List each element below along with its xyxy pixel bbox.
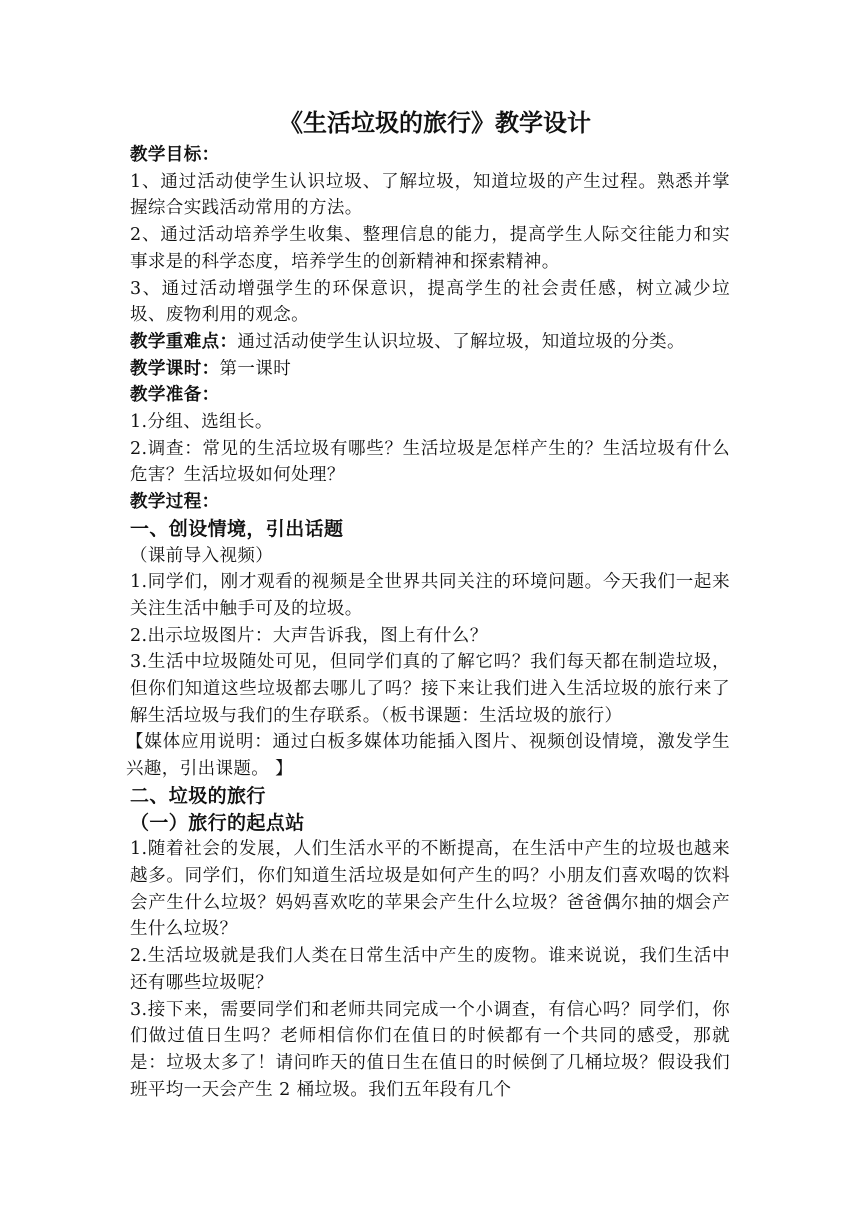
paragraph: 2.出示垃圾图片：大声告诉我，图上有什么？	[130, 625, 488, 646]
section-note: （课前导入视频）	[130, 545, 274, 566]
key-points	[130, 329, 730, 356]
document-page	[126, 104, 730, 1103]
key-points-text: 通过活动使学生认识垃圾、了解垃圾，知道垃圾的分类。	[237, 331, 685, 352]
goal-item: 1、通过活动使学生认识垃圾、了解垃圾，知道垃圾的产生过程。熟悉并掌握综合实践活动常用的方法。	[130, 171, 730, 219]
paragraph: 1.同学们，刚才观看的视频是全世界共同关注的环境问题。今天我们一起来关注生活中触手可及的垃圾。	[130, 572, 730, 619]
process-heading: 教学过程：	[130, 492, 220, 513]
class-hours-label: 教学课时：	[130, 358, 220, 379]
key-points-label: 教学重难点：	[130, 331, 238, 352]
section-heading: 一、创设情境，引出话题	[130, 517, 344, 540]
media-note: 【媒体应用说明：通过白板多媒体功能插入图片、视频创设情境，激发学生兴趣，引出课题。 】	[126, 732, 730, 780]
prep-item: 1.分组、选组长。	[130, 412, 273, 433]
class-hours-text: 第一课时	[219, 358, 292, 379]
subsection-heading: （一）旅行的起点站	[130, 811, 305, 834]
paragraph: 2.生活垃圾就是我们人类在日常生活中产生的废物。谁来说说，我们生活中还有哪些垃圾呢？	[130, 946, 730, 993]
section-heading: 二、垃圾的旅行	[130, 784, 266, 807]
prep-heading: 教学准备：	[130, 385, 220, 406]
document-title: 《生活垃圾的旅行》教学设计	[279, 109, 591, 137]
goal-item: 2、通过活动培养学生收集、整理信息的能力，提高学生人际交往能力和实事求是的科学态度，培养学生的创新精神和探索精神。	[130, 225, 730, 272]
prep-item: 2.调查：常见的生活垃圾有哪些？生活垃圾是怎样产生的？生活垃圾有什么危害？生活垃圾如何处理？	[130, 438, 730, 486]
paragraph: 1.随着社会的发展，人们生活水平的不断提高，在生活中产生的垃圾也越来越多。同学们，你们知道生活垃圾是如何产生的吗？小朋友们喜欢喝的饮料会产生什么垃圾？妈妈喜欢吃的苹果会产生什么垃圾？爸爸偶尔抽的烟会产生什么垃圾？	[130, 839, 730, 940]
class-hours	[130, 356, 730, 383]
goals-heading: 教学目标：	[130, 145, 220, 165]
paragraph: 3.生活中垃圾随处可见，但同学们真的了解它吗？我们每天都在制造垃圾，但你们知道这些垃圾都去哪儿了吗？接下来让我们进入生活垃圾的旅行来了解生活垃圾与我们的生存联系。（板书课题：生活垃圾的旅行）	[130, 652, 730, 726]
goal-item: 3、通过活动增强学生的环保意识，提高学生的社会责任感，树立减少垃圾、废物利用的观念。	[130, 278, 730, 326]
paragraph: 3.接下来，需要同学们和老师共同完成一个小调查，有信心吗？同学们，你们做过值日生吗？老师相信你们在值日的时候都有一个共同的感受，那就是：垃圾太多了！请问昨天的值日生在值日的时候倒了几桶垃圾？假设我们班平均一天会产生 2 桶垃圾。我们五年段有几个	[130, 999, 730, 1100]
